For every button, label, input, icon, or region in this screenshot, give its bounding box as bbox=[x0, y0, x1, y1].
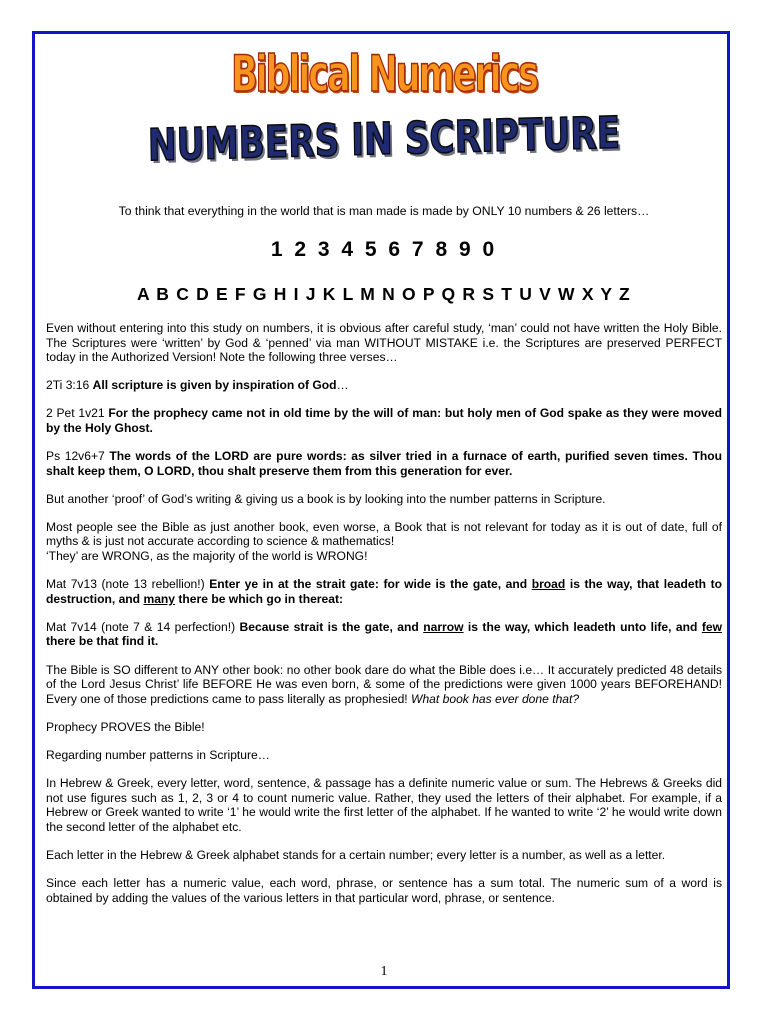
verse-2pet-1-21 bbox=[46, 406, 722, 435]
verse-ref: Mat 7v14 (note 7 & 14 perfection!) bbox=[46, 619, 240, 634]
verse-ref: 2Ti 3:16 bbox=[46, 378, 93, 393]
underlined-few: few bbox=[701, 619, 722, 634]
underlined-broad: broad bbox=[531, 577, 566, 592]
italic-question: What book has ever done that? bbox=[411, 691, 580, 706]
verse-text-a: Enter ye in at the strait gate: for wide is the gate, and bbox=[209, 577, 532, 592]
alphabet-line: A B C D E F G H I J K L M N O P Q R S T U V W X Y Z bbox=[137, 284, 631, 304]
page-number: 1 bbox=[380, 964, 388, 979]
paragraph-hebrew-greek: In Hebrew & Greek, every letter, word, sentence, & passage has a definite numeric value or sum. The Hebrews & Greeks did not use figures such as 1, 2, 3 or 4 to count numeric value. Rather, they used the letters of their alphabet. For example, if a Hebrew or Greek wanted to write ‘1’ he would write the first letter of the alphabet. If he wanted to write ‘2’ he would write down the second letter of the alphabet etc. bbox=[46, 775, 722, 834]
verse-ps-12-6-7 bbox=[46, 449, 722, 478]
bible-different-text: The Bible is SO different to ANY other book: no other book dare do what the Bible does i.e… It accurately predicted 48 details of the Lord Jesus Christ’ life BEFORE He was even born, & some of the predictions were given 1000 years BEFOREHAND! Every one of those predictions came to pass literally as prophesied! bbox=[46, 662, 722, 706]
verse-mat-7-14 bbox=[46, 620, 722, 649]
most-people-text: Most people see the Bible as just another book, even worse, a Book that is not relevant for today as it is out of date, full of myths & is just not accurate according to science & mathematics! bbox=[46, 519, 722, 549]
underlined-narrow: narrow bbox=[423, 619, 464, 634]
paragraph-numeric-value: Since each letter has a numeric value, each word, phrase, or sentence has a sum total. The numeric sum of a word is obtained by adding the values of the various letters in that particular word, phrase, or sentence. bbox=[46, 875, 722, 905]
digits-line: 1 2 3 4 5 6 7 8 9 0 bbox=[270, 238, 498, 261]
verse-text-c: there be which go in thereat: bbox=[175, 591, 344, 606]
verse-text: For the prophecy came not in old time by the will of man: but holy men of God spake as they were moved by the Holy Ghost. bbox=[46, 406, 722, 435]
paragraph-intro: Even without entering into this study on numbers, it is obvious after careful study, ‘man’ could not have written the Holy Bible. The Scriptures were ‘written’ by God & ‘penned’ via man WITHOUT MISTAKE i.e. the Scriptures are preserved PERFECT today in the Authorized Version! Note the following three verses… bbox=[46, 321, 722, 365]
paragraph-prophecy: Prophecy PROVES the Bible! bbox=[46, 719, 205, 734]
underlined-many: many bbox=[143, 591, 176, 606]
paragraph-bible-different bbox=[46, 663, 722, 707]
paragraph-each-letter: Each letter in the Hebrew & Greek alphabet stands for a certain number; every letter is a number, as well as a letter. bbox=[46, 847, 666, 862]
verse-ref: 2 Pet 1v21 bbox=[46, 406, 109, 421]
title-numbers-in-scripture: NUMBERS IN SCRIPTURE bbox=[147, 107, 621, 172]
paragraph-proof: But another ‘proof’ of God’s writing & giving us a book is by looking into the number patterns in Scripture. bbox=[46, 491, 606, 506]
verse-2ti-3-16 bbox=[46, 378, 722, 393]
title-biblical-numerics: Biblical Numerics bbox=[231, 45, 537, 103]
verse-text-b: is the way, which leadeth unto life, and bbox=[463, 619, 702, 634]
verse-text: All scripture is given by inspiration of God bbox=[92, 378, 337, 393]
verse-ref: Mat 7v13 (note 13 rebellion!) bbox=[46, 577, 210, 592]
verse-text: The words of the LORD are pure words: as silver tried in a furnace of earth, purified seven times. Thou shalt keep them, O LORD, thou shalt preserve them from this generation for ever. bbox=[46, 449, 722, 478]
paragraph-regarding: Regarding number patterns in Scripture… bbox=[46, 747, 270, 762]
they-are-wrong-text: ‘They’ are WRONG, as the majority of the world is WRONG! bbox=[46, 549, 368, 564]
intro-line: To think that everything in the world that is man made is made by ONLY 10 numbers & 26 letters… bbox=[118, 204, 650, 218]
verse-text-c: there be that find it. bbox=[46, 634, 159, 649]
verse-mat-7-13 bbox=[46, 577, 722, 606]
verse-tail: … bbox=[336, 378, 349, 393]
verse-ref: Ps 12v6+7 bbox=[46, 449, 110, 464]
verse-text-b: is the way, that leadeth to destruction, and bbox=[46, 577, 723, 606]
document-body bbox=[46, 40, 722, 905]
paragraph-most-people bbox=[46, 520, 722, 564]
verse-text-a: Because strait is the gate, and bbox=[239, 619, 424, 634]
